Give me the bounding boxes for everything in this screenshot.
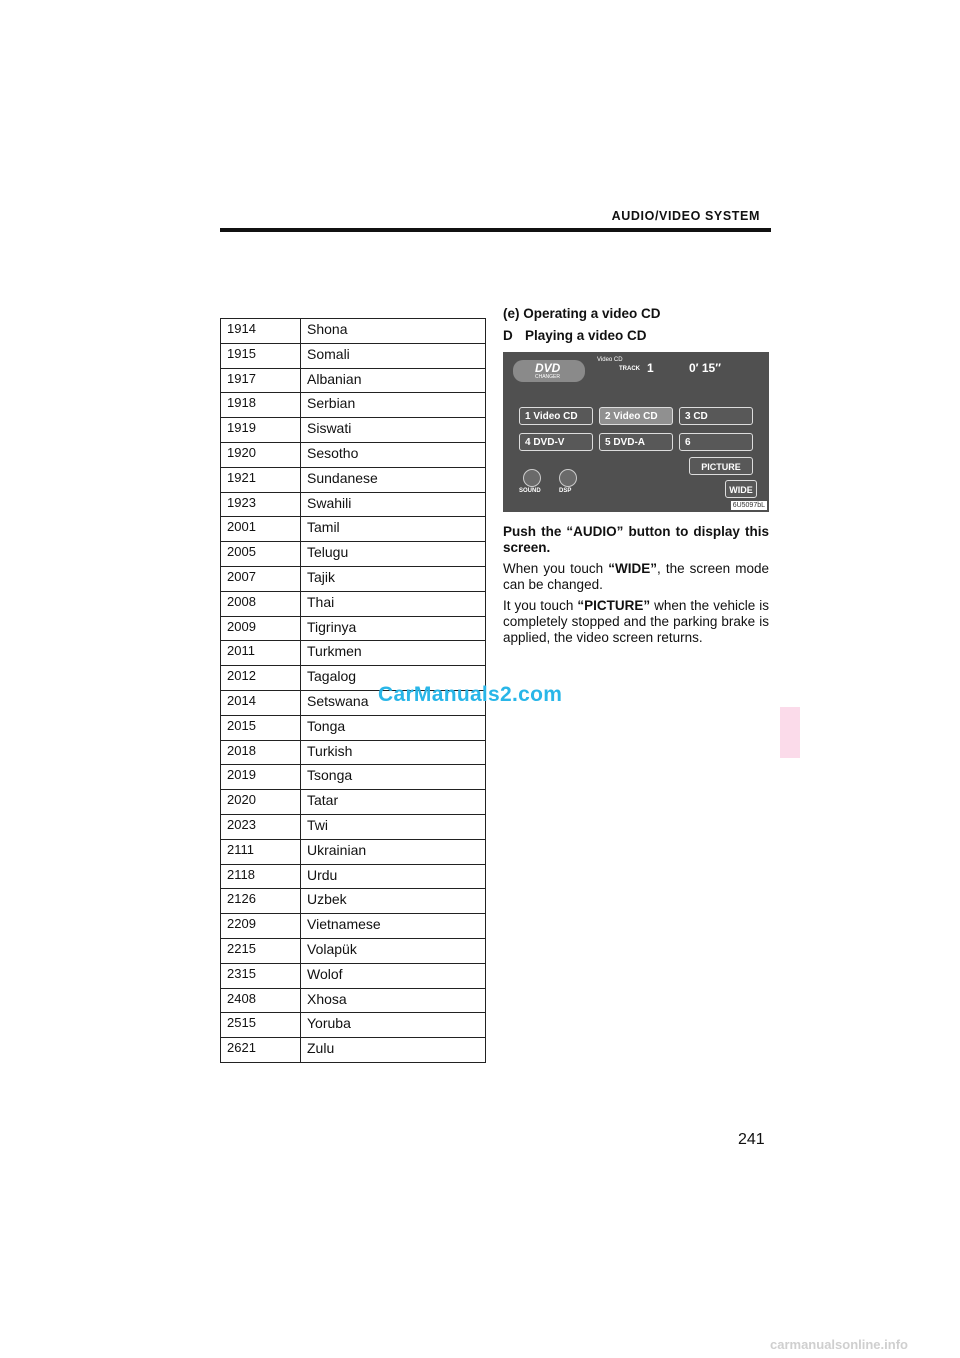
table-row [221,517,486,542]
dsp-icon [559,469,577,487]
language-name-cell: Zulu [301,1038,486,1063]
disc-button-2: 2 Video CD [599,407,673,425]
language-code-cell: 2015 [221,715,301,740]
language-code-cell: 2018 [221,740,301,765]
picture-keyword: “PICTURE” [577,598,651,613]
language-name-cell: Turkmen [301,641,486,666]
footer-watermark: carmanualsonline.info [770,1337,908,1352]
table-row [221,418,486,443]
language-name-cell: Ukrainian [301,839,486,864]
language-code-cell: 2012 [221,666,301,691]
instruction-paragraph: Push the “AUDIO” button to display this screen. [503,524,769,555]
dvd-logo [513,360,585,382]
picture-button: PICTURE [689,457,753,475]
language-name-cell: Siswati [301,418,486,443]
table-row [221,814,486,839]
table-row [221,542,486,567]
table-row [221,442,486,467]
language-code-cell: 2009 [221,616,301,641]
language-code-cell: 2007 [221,566,301,591]
language-name-cell: Thai [301,591,486,616]
language-code-cell: 2315 [221,963,301,988]
wide-paragraph [503,561,769,593]
language-name-cell: Tamil [301,517,486,542]
language-code-cell: 2408 [221,988,301,1013]
table-row [221,889,486,914]
table-row [221,616,486,641]
language-name-cell: Wolof [301,963,486,988]
language-name-cell: Albanian [301,368,486,393]
language-code-cell: 1915 [221,343,301,368]
language-name-cell: Tajik [301,566,486,591]
table-row [221,641,486,666]
table-row [221,1013,486,1038]
table-row [221,467,486,492]
language-code-cell: 2019 [221,765,301,790]
dvd-logo-subtext: CHANGER [535,374,561,380]
language-code-cell: 2008 [221,591,301,616]
disc-button-3: 3 CD [679,407,753,425]
language-code-cell: 1918 [221,393,301,418]
language-name-cell: Telugu [301,542,486,567]
table-row [221,988,486,1013]
language-name-cell: Vietnamese [301,914,486,939]
table-row [221,938,486,963]
language-name-cell: Yoruba [301,1013,486,1038]
table-row [221,839,486,864]
language-name-cell: Volapük [301,938,486,963]
subsection-heading-text: Playing a video CD [525,328,647,343]
table-row [221,1038,486,1063]
wide-keyword: “WIDE” [608,561,657,576]
page-number: 241 [738,1131,765,1148]
disc-button-4: 4 DVD-V [519,433,593,451]
language-name-cell: Somali [301,343,486,368]
language-name-cell: Twi [301,814,486,839]
disc-button-1: 1 Video CD [519,407,593,425]
table-row [221,740,486,765]
disc-button-6: 6 [679,433,753,451]
table-row [221,566,486,591]
mode-label: Video CD [597,357,623,363]
table-row [221,591,486,616]
language-name-cell: Tigrinya [301,616,486,641]
language-code-cell: 2023 [221,814,301,839]
language-name-cell: Turkish [301,740,486,765]
dsp-label: DSP [559,488,572,494]
language-code-cell: 1923 [221,492,301,517]
watermark: CarManuals2.com [378,683,563,706]
language-code-cell: 2111 [221,839,301,864]
language-code-cell: 2118 [221,864,301,889]
table-row [221,914,486,939]
language-code-cell: 2209 [221,914,301,939]
header-title: AUDIO/VIDEO SYSTEM [611,209,760,223]
language-name-cell: Shona [301,319,486,344]
language-name-cell: Tonga [301,715,486,740]
language-name-cell: Setswana [301,690,486,715]
language-name-cell: Sesotho [301,442,486,467]
picture-paragraph-post: when the vehicle is completely stopped and the parking brake is applied, the video screen returns. [503,598,769,645]
wide-button: WIDE [725,480,757,498]
language-code-cell: 2014 [221,690,301,715]
language-code-cell: 2020 [221,790,301,815]
elapsed-time: 0′ 15″ [689,361,721,375]
language-code-cell: 1914 [221,319,301,344]
language-code-cell: 2515 [221,1013,301,1038]
language-code-cell: 2001 [221,517,301,542]
language-name-cell: Urdu [301,864,486,889]
language-name-cell: Serbian [301,393,486,418]
table-row [221,963,486,988]
language-code-cell: 2011 [221,641,301,666]
table-row [221,319,486,344]
subsection-heading [503,328,769,343]
language-name-cell: Tatar [301,790,486,815]
table-row [221,790,486,815]
table-row [221,765,486,790]
picture-paragraph-pre: It you touch [503,598,578,613]
table-row [221,864,486,889]
table-row [221,343,486,368]
language-code-cell: 1921 [221,467,301,492]
language-name-cell: Sundanese [301,467,486,492]
track-number: 1 [647,361,654,375]
language-code-cell: 2005 [221,542,301,567]
language-name-cell: Tagalog [301,666,486,691]
table-row [221,368,486,393]
language-code-cell: 2215 [221,938,301,963]
language-name-cell: Swahili [301,492,486,517]
language-code-cell: 1919 [221,418,301,443]
dvd-logo-text: DVD [535,361,561,375]
table-row [221,393,486,418]
sound-icon [523,469,541,487]
bullet-marker: D [503,328,513,343]
header-rule [220,228,771,232]
language-code-cell: 1920 [221,442,301,467]
language-name-cell: Tsonga [301,765,486,790]
picture-paragraph [503,598,769,646]
language-code-cell: 2621 [221,1038,301,1063]
language-name-cell: Xhosa [301,988,486,1013]
table-row [221,492,486,517]
language-code-cell: 2126 [221,889,301,914]
sound-label: SOUND [519,488,541,494]
figure-code: 6U5097bL [732,502,765,509]
track-label: TRACK [619,366,640,372]
wide-paragraph-pre: When you touch [503,561,609,576]
disc-button-5: 5 DVD-A [599,433,673,451]
table-row [221,715,486,740]
chapter-side-tab [780,707,800,758]
language-code-cell: 1917 [221,368,301,393]
dvd-changer-screen-illustration [503,352,769,512]
section-heading: (e) Operating a video CD [503,306,661,321]
wide-paragraph-post: , the screen mode can be changed. [503,561,769,592]
language-name-cell: Uzbek [301,889,486,914]
